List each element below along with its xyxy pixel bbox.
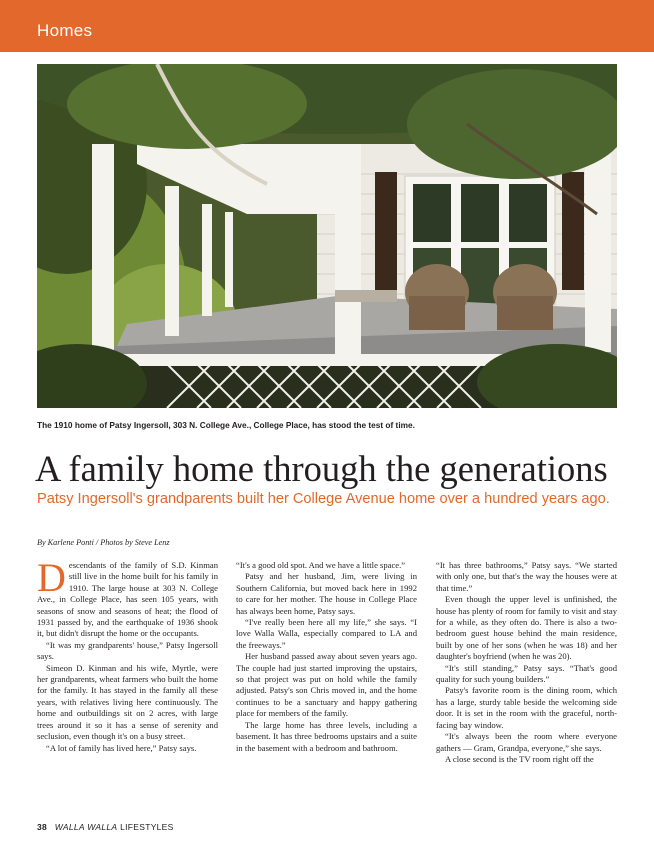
article-column-1 <box>37 555 218 754</box>
paragraph: Patsy's favorite room is the dining room, which has a large, sturdy table beside the welcoming side door. It is set in the room with the graceful, north-facing bay window. <box>436 685 617 730</box>
paragraph: Patsy and her husband, Jim, were living in Southern California, but moved back here in 1992 to care for her mother. The house in College Place has always been home, Patsy says. <box>236 571 417 616</box>
paragraph: “It's always been the room where everyone gathers — Gram, Grandpa, everyone,” she says. <box>436 731 617 753</box>
porch-photo <box>37 64 617 408</box>
paragraph: “It has three bathrooms,” Patsy says. “We started with only one, but that's the way the houses were at that time.” <box>436 560 617 593</box>
page-footer <box>37 822 174 832</box>
article-byline: By Karlene Ponti / Photos by Steve Lenz <box>37 538 170 547</box>
paragraph: “I've really been here all my life,” she says. “I love Walla Walla, especially compared to LA and the freeways.” <box>236 617 417 650</box>
photo-caption: The 1910 home of Patsy Ingersoll, 303 N. College Ave., College Place, has stood the test of time. <box>37 420 415 430</box>
paragraph: A close second is the TV room right off the <box>445 753 594 764</box>
section-label: Homes <box>37 21 93 40</box>
paragraph: The large home has three levels, including a basement. It has three bedrooms upstairs and a suite in the basement with a bedroom and bathroom. <box>236 719 417 753</box>
article-deck: Patsy Ingersoll's grandparents built her College Avenue home over a hundred years ago. <box>37 491 610 507</box>
paragraph: “It's still standing,” Patsy says. “That's good quality for such young builders.” <box>436 662 617 685</box>
section-banner <box>0 0 654 52</box>
drop-cap: D <box>37 555 66 600</box>
publication-name-part1: WALLA WALLA <box>54 822 118 832</box>
page-number: 38 <box>37 822 48 832</box>
paragraph: “It was my grandparents' house,” Patsy Ingersoll says. <box>37 639 218 662</box>
article-column-2 <box>236 560 417 754</box>
article-headline: A family home through the generations <box>35 448 608 489</box>
paragraph: “It's a good old spot. And we have a little space.” <box>236 560 406 570</box>
paragraph: Her husband passed away about seven years ago. The couple had just started improving the upstairs, so that project was put on hold while the family adjusted. Patsy's son Chris moved in, and the home continues to be a sanctuary and happy gathering place for members of the family. <box>236 651 417 719</box>
article-column-3 <box>436 560 617 765</box>
paragraph: Simeon D. Kinman and his wife, Myrtle, were her grandparents, wheat farmers who built the home for the family. It has stayed in the family all these years, with relatives living here continuously. The home and outbuildings sit on 2 acres, with large trees around it so it has a sense of serenity and seclusion, even though it's on a busy street. <box>37 662 218 742</box>
paragraph: Even though the upper level is unfinished, the house has plenty of room for family to visit and stay for a while, as they often do. There is also a two-bedroom guest house behind the main residence, built by one of her sons (when he was 18) and her daughter's boyfriend (when he was 20). <box>436 594 617 662</box>
paragraph: Descendants of the family of S.D. Kinman still live in the home built for his family in 1910. The large house at 303 N. College Ave., in College Place, has seen 105 years, with seasons of snow and seasons of heat; the flood of 1931 passed by, and the earthquake of 1936 shook it, but didn't disrupt the home or the occupants. <box>37 555 218 639</box>
paragraph: “A lot of family has lived here,” Patsy says. <box>46 742 197 753</box>
publication-name-part2: LIFESTYLES <box>120 822 174 832</box>
